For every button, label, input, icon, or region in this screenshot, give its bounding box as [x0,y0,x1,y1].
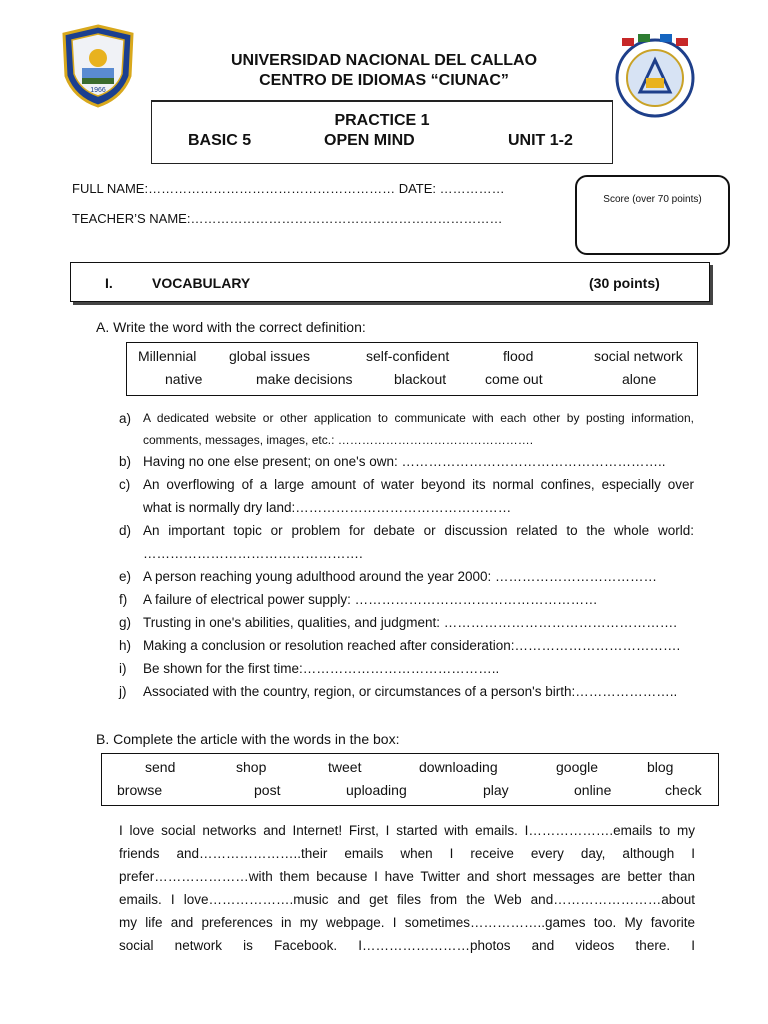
word-bank-item: flood [503,348,534,364]
full-name-date-field: FULL NAME:………………………………………………… DATE: …………… [72,181,505,196]
word-bank-item: check [665,782,702,798]
article-paragraph [119,819,695,957]
word-bank-item: uploading [346,782,407,798]
word-bank-item: google [556,759,599,775]
svg-text:1966: 1966 [90,87,106,94]
section-points: (30 points) [589,275,660,291]
word-bank-item: alone [622,371,657,387]
word-bank-item: downloading [419,759,498,775]
university-title: UNIVERSIDAD NACIONAL DEL CALLAO [230,52,538,69]
section-number: I. [105,275,113,291]
practice-title: PRACTICE 1 [334,112,430,129]
center-title: CENTRO DE IDIOMAS “CIUNAC” [259,72,509,89]
word-bank-item: post [254,782,281,798]
word-bank-item: blackout [394,371,447,387]
part-b-instruction: B. Complete the article with the words in the box: [96,731,400,747]
word-bank-item: browse [117,782,163,798]
item-letter: h) [119,638,132,653]
article-line: friends and…………………..their emails when I receive every day, although I [119,846,695,861]
article-line: emails. I love……………….music and get files from the Web and……………………about [119,892,695,907]
university-seal-logo [62,24,134,108]
item-text: An important topic or problem for debate or discussion related to the whole world: [143,523,694,538]
item-letter: d) [119,523,132,538]
part-a-instruction: A. Write the word with the correct definition: [96,319,366,335]
item-letter: g) [119,615,132,630]
practice-box [151,100,613,164]
section-title: VOCABULARY [152,275,251,291]
article-line: prefer…………………with them because I have Twitter and short messages are better than [119,869,695,884]
item-text: comments, messages, images, etc.: …………………………………………. [143,433,534,447]
section-vocabulary [70,262,710,302]
item-letter: c) [119,477,131,492]
article-line: social network is Facebook. I……………………photos and videos there. I [119,938,695,953]
practice-level: BASIC 5 [188,132,252,149]
item-letter: e) [119,569,132,584]
word-bank-item: shop [236,759,267,775]
word-bank-item: play [483,782,509,798]
word-bank-item: send [145,759,176,775]
item-text: Trusting in one's abilities, qualities, and judgment: ……………………………………………. [143,615,677,630]
ciunac-logo [612,30,698,120]
item-text: A failure of electrical power supply: ……………………………………………… [143,592,598,607]
item-text: Associated with the country, region, or circumstances of a person's birth:………………….. [143,684,678,699]
part-a-word-box [126,342,698,396]
item-letter: b) [119,454,132,469]
word-bank-item: self-confident [366,348,450,364]
article-line: I love social networks and Internet! First, I started with emails. I……………….emails to my [119,823,695,838]
item-text: Be shown for the first time:…………………………………….. [143,661,500,676]
item-text: Having no one else present; on one's own: ………………………………………………….. [143,454,666,469]
item-text: A dedicated website or other application to communicate with each other by posting information, [143,411,694,425]
word-bank-item: social network [594,348,683,364]
score-label: Score (over 70 points) [603,194,702,205]
practice-book: OPEN MIND [324,132,415,149]
word-bank-item: tweet [328,759,362,775]
word-bank-item: blog [647,759,674,775]
word-bank-item: online [574,782,612,798]
item-letter: a) [119,411,132,426]
practice-unit: UNIT 1-2 [508,132,573,149]
part-b-word-box [101,753,719,806]
word-bank-item: native [165,371,203,387]
item-text: what is normally dry land:………………………………………… [143,500,512,515]
word-bank-item: global issues [229,348,310,364]
item-letter: i) [119,661,127,676]
item-letter: j) [119,684,127,699]
word-bank-item: come out [485,371,543,387]
item-text: An overflowing of a large amount of water beyond its normal confines, especially over [143,477,694,492]
article-line: my life and preferences in my webpage. I sometimes……………..games too. My favorite [119,915,695,930]
word-bank-item: Millennial [138,348,197,364]
item-text: …………………………………………. [143,546,363,561]
word-bank-item: make decisions [256,371,353,387]
teacher-name-field: TEACHER’S NAME:……………………………………………………………… [72,211,503,226]
item-letter: f) [119,592,128,607]
item-text: A person reaching young adulthood around the year 2000: ……………………………… [143,569,658,584]
item-text: Making a conclusion or resolution reached after consideration:………………………………. [143,638,681,653]
score-box [575,175,730,255]
